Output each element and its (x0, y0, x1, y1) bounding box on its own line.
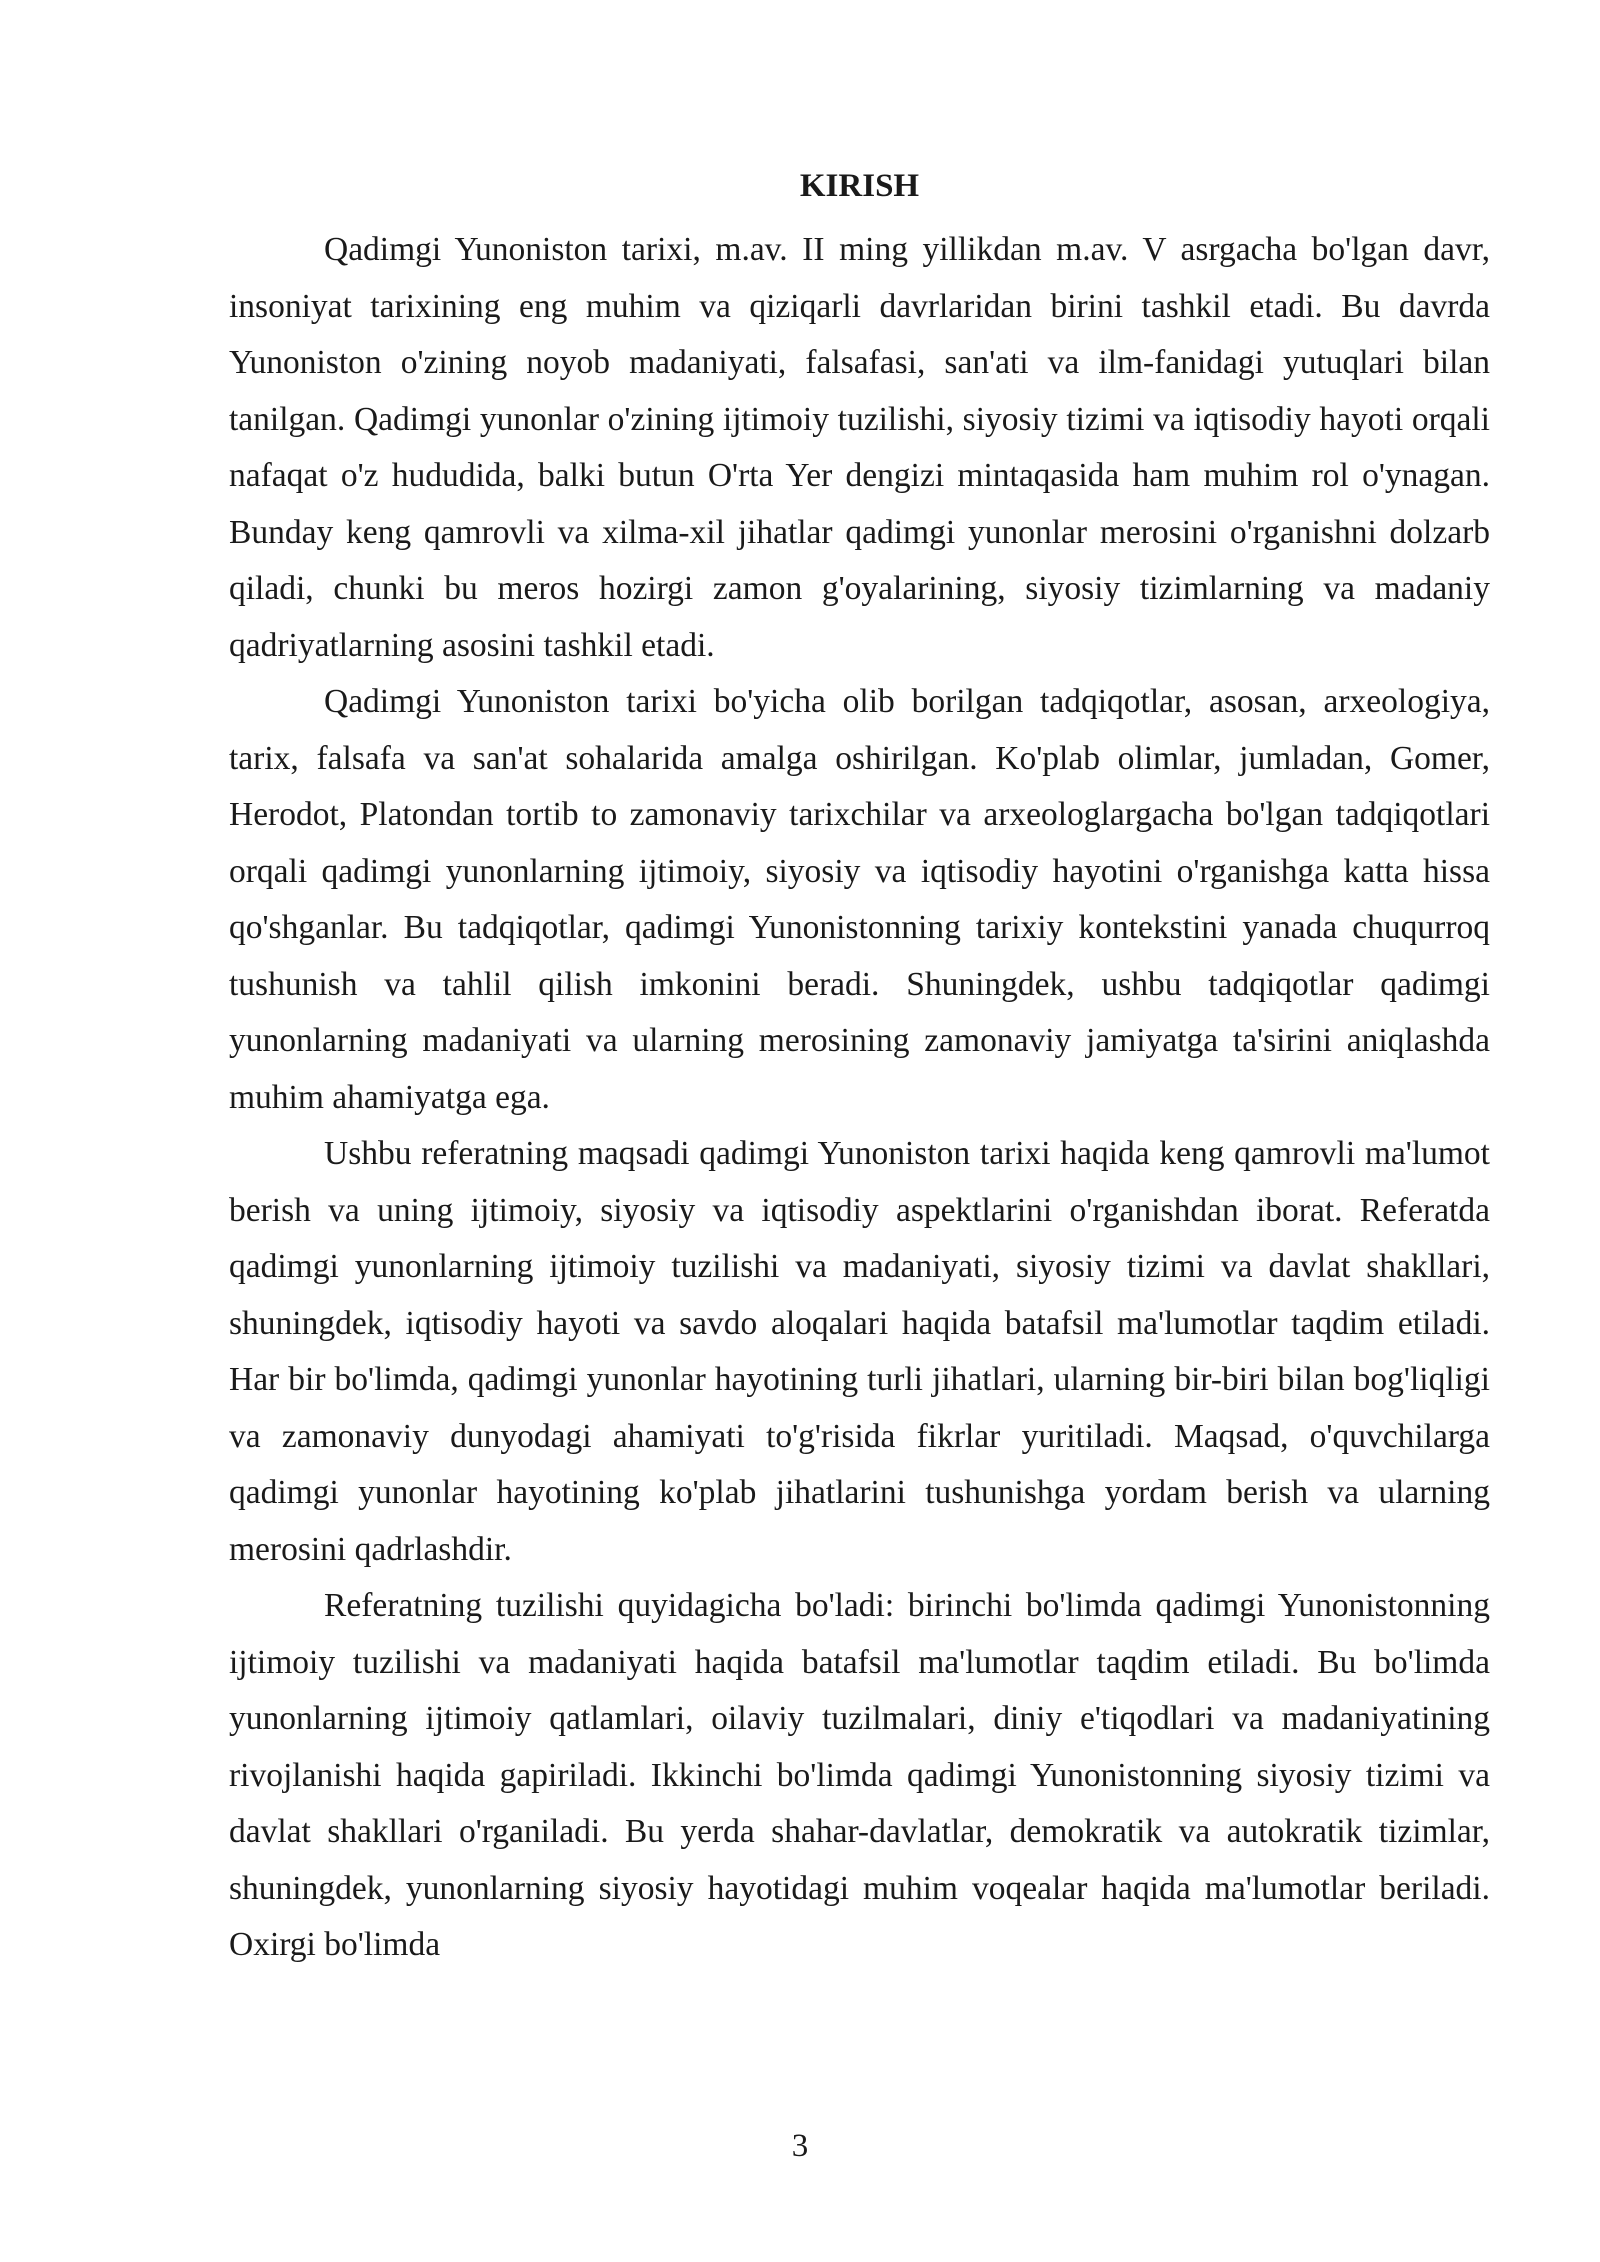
page-content (229, 158, 1490, 1974)
paragraph-purpose: Ushbu referatning maqsadi qadimgi Yunoniston tarixi haqida keng qamrovli ma'lumot berish va uning ijtimoiy, siyosiy va iqtisodiy aspektlarini o'rganishdan iborat. Referatda qadimgi yunonlarning ijtimoiy tuzilishi va madaniyati, siyosiy tizimi va davlat shakllari, shuningdek, iqtisodiy hayoti va savdo aloqalari haqida batafsil ma'lumotlar taqdim etiladi. Har bir bo'limda, qadimgi yunonlar hayotining turli jihatlari, ularning bir-biri bilan bog'liqligi va zamonaviy dunyodagi ahamiyati to'g'risida fikrlar yuritiladi. Maqsad, o'quvchilarga qadimgi yunonlar hayotining ko'plab jihatlarini tushunishga yordam berish va ularning merosini qadrlashdir. (229, 1135, 1490, 1568)
paragraph-structure: Referatning tuzilishi quyidagicha bo'ladi: birinchi bo'limda qadimgi Yunonistonning ijtimoiy tuzilishi va madaniyati haqida batafsil ma'lumotlar taqdim etiladi. Bu bo'limda yunonlarning ijtimoiy qatlamlari, oilaviy tuzilmalari, diniy e'tiqodlari va madaniyatining rivojlanishi haqida gapiriladi. Ikkinchi bo'limda qadimgi Yunonistonning siyosiy tizimi va davlat shakllari o'rganiladi. Bu yerda shahar-davlatlar, demokratik va autokratik tizimlar, shuningdek, yunonlarning siyosiy hayotidagi muhim voqealar haqida ma'lumotlar beriladi. Oxirgi bo'limda (229, 1587, 1490, 1963)
page-number: 3 (791, 2128, 809, 2164)
page-heading: KIRISH (799, 168, 920, 204)
paragraph-research: Qadimgi Yunoniston tarixi bo'yicha olib borilgan tadqiqotlar, asosan, arxeologiya, tarix, falsafa va san'at sohalarida amalga oshirilgan. Ko'plab olimlar, jumladan, Gomer, Herodot, Platondan tortib to zamonaviy tarixchilar va arxeologlargacha bo'lgan tadqiqotlari orqali qadimgi yunonlarning ijtimoiy, siyosiy va iqtisodiy hayotini o'rganishga katta hissa qo'shganlar. Bu tadqiqotlar, qadimgi Yunonistonning tarixiy kontekstini yanada chuqurroq tushunish va tahlil qilish imkonini beradi. Shuningdek, ushbu tadqiqotlar qadimgi yunonlarning madaniyati va ularning merosining zamonaviy jamiyatga ta'sirini aniqlashda muhim ahamiyatga ega. (229, 683, 1490, 1116)
paragraph-intro: Qadimgi Yunoniston tarixi, m.av. II ming yillikdan m.av. V asrgacha bo'lgan davr, insoniyat tarixining eng muhim va qiziqarli davrlaridan birini tashkil etadi. Bu davrda Yunoniston o'zining noyob madaniyati, falsafasi, san'ati va ilm-fanidagi yutuqlari bilan tanilgan. Qadimgi yunonlar o'zining ijtimoiy tuzilishi, siyosiy tizimi va iqtisodiy hayoti orqali nafaqat o'z hududida, balki butun O'rta Yer dengizi mintaqasida ham muhim rol o'ynagan. Bunday keng qamrovli va xilma-xil jihatlar qadimgi yunonlar merosini o'rganishni dolzarb qiladi, chunki bu meros hozirgi zamon g'oyalarining, siyosiy tizimlarning va madaniy qadriyatlarning asosini tashkil etadi. (229, 231, 1490, 664)
